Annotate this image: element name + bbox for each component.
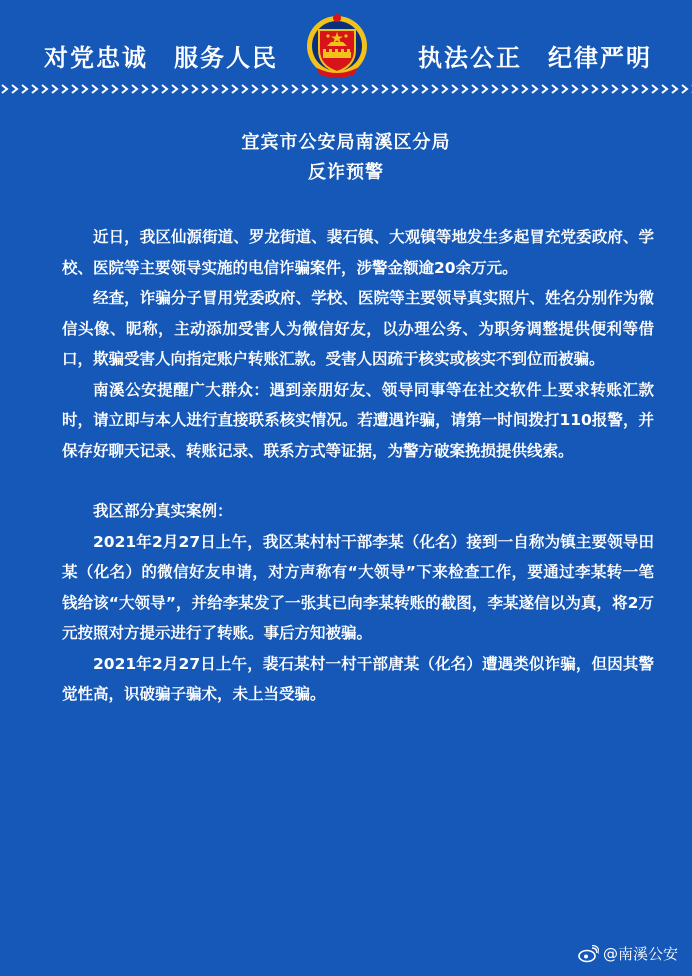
paragraph-investigation: 经查，诈骗分子冒用党委政府、学校、医院等主要领导真实照片、姓名分别作为微信头像、昵称，主动添加受害人为微信好友，以办理公务、为职务调整提供便利等借口，欺骗受害人向指定账户转账汇款。受害人因疏于核实或核实不到位而被骗。 (62, 289, 654, 368)
case-item: 2021年2月27日上午，我区某村村干部李某（化名）接到一自称为镇主要领导田某（化名）的微信好友申请，对方声称有“大领导”下来检查工作，要通过李某转一笔钱给该“大领导”，并给李某发了一张其已向李某转账的截图，李某遂信以为真，将2万元按照对方提示进行了转账。事后方知被骗。 (62, 532, 654, 642)
agency-title: 宜宾市公安局南溪区分局 (241, 132, 451, 153)
slogan-left: 对党忠诚 服务人民 (44, 44, 278, 72)
notice-title (0, 128, 692, 188)
weibo-watermark (577, 943, 678, 964)
notice-body (62, 222, 654, 710)
slogan-right: 执法公正 纪律严明 (418, 44, 652, 72)
cases-heading: 我区部分真实案例： (93, 502, 233, 520)
watermark-text: @南溪公安 (602, 945, 678, 963)
weibo-icon (577, 945, 599, 963)
police-emblem-icon (305, 12, 369, 78)
case-item: 2021年2月27日上午，裴石某村一村干部唐某（化名）遭遇类似诈骗，但因其警觉性高，识破骗子骗术，未上当受骗。 (62, 654, 654, 703)
paragraph-reminder: 南溪公安提醒广大群众：遇到亲朋好友、领导同事等在社交软件上要求转账汇款时，请立即与本人进行直接联系核实情况。若遭遇诈骗，请第一时间拨打110报警，并保存好聊天记录、转账记录、联系方式等证据，为警方破案挽损提供线索。 (62, 380, 654, 460)
header-banner (0, 0, 692, 112)
chevron-divider (0, 80, 692, 98)
paragraph-intro: 近日，我区仙源街道、罗龙街道、裴石镇、大观镇等地发生多起冒充党委政府、学校、医院等主要领导实施的电信诈骗案件，涉警金额逾20余万元。 (62, 228, 654, 277)
notice-heading: 反诈预警 (308, 162, 384, 183)
